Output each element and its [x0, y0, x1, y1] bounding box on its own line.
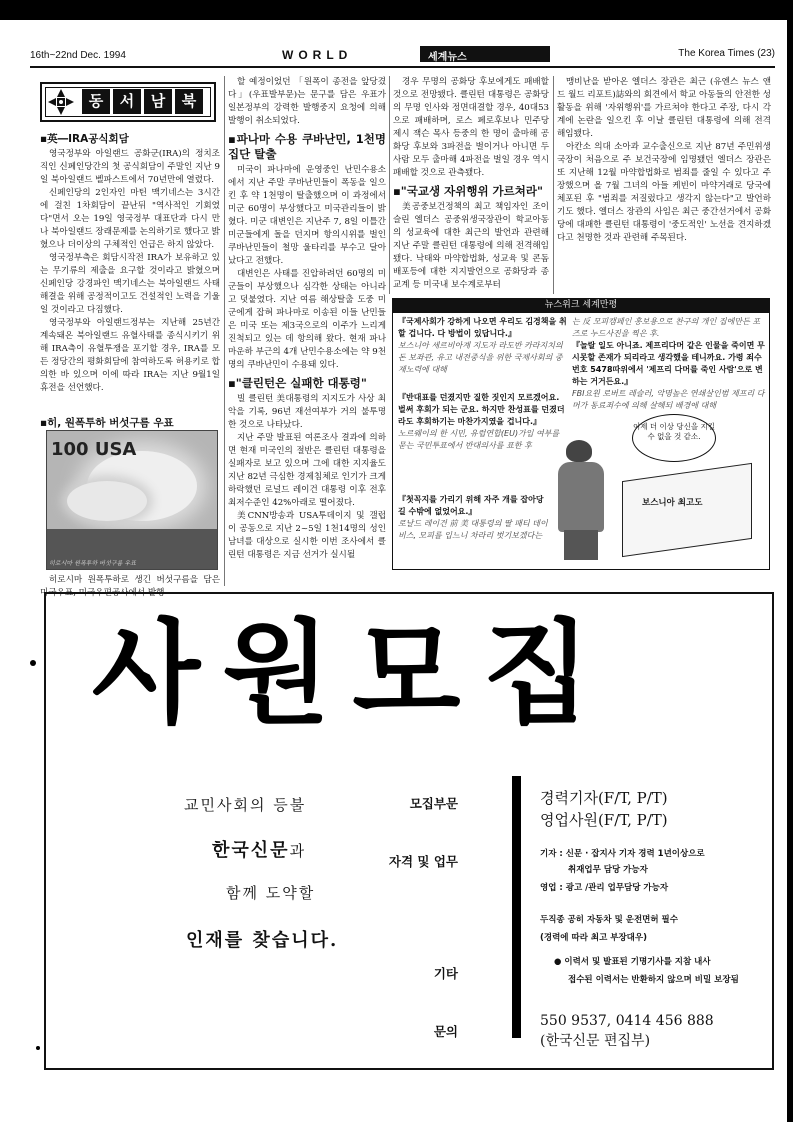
column-rule — [389, 76, 390, 294]
quote-text: 『놀랄 일도 아니죠. 제프리다머 같은 인물을 죽이면 무시못할 존재가 되리라고 생각했을 테니까요. 가령 죄수번호 5478따위에서 '제프리 다머를 죽인 사람'으로 변하는 거거든요.』 — [572, 341, 765, 386]
soldier-body — [558, 462, 604, 532]
logo-char-west: 서 — [113, 89, 141, 114]
section-title-ko: 세계뉴스 — [420, 46, 550, 62]
mushroom-cloud-base — [67, 481, 147, 521]
ad-slogan-2 — [212, 836, 306, 862]
scan-edge-top — [0, 0, 793, 20]
headline-cuban-refugees: ▪파나마 수용 쿠바난민, 1천명 집단 탈출 — [228, 132, 386, 161]
position-2: 영업사원(F/T, P/T) — [540, 811, 668, 829]
column-2 — [228, 76, 386, 586]
quote-2 — [398, 392, 568, 452]
article-paragraph: 할 예정이었던 「원폭이 종전을 앞당겼다」(우표발부문)는 문구를 담은 우표가 일본정부의 강력한 발행중지 요청에 의해 발행이 취소되었다. — [228, 77, 386, 126]
article-paragraph: 대변인은 사태를 진압하려던 60명의 미군들이 부상했으나 심각한 상태는 아니라고 덧붙였다. 지난 여름 해상탈출 도중 미군에게 잡혀 파나마로 이송된 이들 난민들은 미국 또는 제3국으로의 이주가 느리게 진척되고 있는 데 항의해 왔다. 현재 파나마운하 부근의 4개 난민수용소에는 약 9천명의 쿠바난민이 수용돼 있다. — [228, 269, 386, 370]
ad-paper-name: 한국신문 — [212, 840, 290, 861]
quote-text: 『국제사회가 강하게 나오면 우리도 김경책을 취할 겁니다. 다 방법이 있답니다.』 — [398, 317, 567, 338]
label-positions: 모집부문 — [409, 796, 458, 811]
headline-clinton: ▪"클린턴은 실패한 대통령" — [228, 376, 367, 390]
logo-char-north: 북 — [175, 89, 203, 114]
crate-drawing — [622, 463, 752, 557]
article-paragraph: 아칸소 의대 소아과 교수출신으로 지난 87년 주민위생국장이 처음으로 주 보건국장에 임명됐던 엘더스 장관은 또 지난해 12월 마약합법화로 범죄를 줄일 수 있다고 주장했으며 올 7월 그녀의 아들 케빈이 마약거래로 당국에 체포된 후 "범죄를 저질렀다고 생각지 않는다"고 발언하기도 했다. 엘더스 장관의 사임은 최근 중간선거에서 공화당에 대패한 클린턴 대통령이 '중도적인' 노선을 견지하겠다고 천명한 것과 관련해 주목된다. — [557, 142, 771, 243]
column-1-heading-stamp — [40, 412, 220, 430]
article-paragraph: 美CNN방송과 USA투데이지 및 갤럽이 공동으로 지난 2~5일 1천14명의 성인 남녀를 대상으로 실시한 이번 조사에서 클린턴 대통령은 지금 선거가 실시될 — [228, 511, 386, 560]
article-paragraph: 지난 주말 발표된 여론조사 결과에 의하면 현재 미국인의 절반은 클린턴 대통령을 실패자로 보고 있으며 그에 대한 지지율도 지난 82년 극심한 경제침체로 인기가 크게 하락했던 로널드 레이건 대통령 이후 전후 최저수준인 42%아래로 떨어졌다. — [228, 433, 386, 508]
scan-edge-right — [787, 0, 793, 1122]
headline-stamp: ▪히, 원폭투하 버섯구름 우표 — [40, 417, 174, 429]
scan-speck — [36, 1046, 40, 1050]
political-cartoon — [552, 410, 758, 560]
header-rule — [30, 66, 775, 68]
column-3 — [393, 76, 549, 294]
quote-source: 보스니아 세르비아계 지도자 라도반 카라지치의 돈 보좌관, 유고 내전중식을 위한 국제사회의 중재노력에 대해 — [398, 341, 563, 374]
column-1-top — [40, 128, 220, 428]
section-title-en: WORLD — [282, 48, 353, 62]
quote-text: 『첫꼭지를 가리기 위해 자주 개를 잡아당길 수밖에 없었어요.』 — [398, 495, 544, 516]
label-etc: 기타 — [433, 966, 458, 981]
paper-name: The Korea Times (23) — [678, 48, 775, 59]
etc-line: ● 이력서 및 발표된 기명기사를 지참 내사 — [554, 957, 711, 967]
crate-label: 보스니아 최고도 — [642, 498, 703, 508]
quote-4 — [572, 316, 766, 412]
article-paragraph: 신페인당의 2인자인 마틴 맥기네스는 3시간에 걸친 1차회담이 끝난뒤 "역사적인 기회였다"면서 오는 19일 영국정부 대표단과 다시 만나 북아일랜드 장래문제를 논의하기로 했다고 밝혔으나 더이상의 구체적인 언급은 하지 않았다. — [40, 188, 220, 250]
label-contact: 문의 — [433, 1024, 458, 1039]
qualification-line: 취재업무 담당 가능자 — [568, 865, 648, 875]
qualification-line: 두직종 공히 자동차 및 운전면허 필수 — [540, 915, 678, 925]
quote-text: 『반대표를 던졌지만 질한 짓인지 모르겠어요. 벌써 후회가 되는 군요. 하지만 찬성표를 던졌더라도 후회하기는 마찬가지였을 겁니다.』 — [398, 393, 565, 426]
newsweek-header: 뉴스위크 세계만평 — [392, 298, 770, 312]
article-paragraph: 美공중보건정책의 최고 책임자인 조이슬린 엘더스 공중위생국장관이 학교아동의 성교육에 대한 최근의 발언과 관련해 지난 주말 클린턴 대통령에 의해 전격해임됐다. 낙태와 마약합법화, 성교육 및 콘돔 배포등에 대한 지지발언으로 공화당과 종교계 등 미국내 보수계로부터 — [393, 202, 549, 290]
ad-slogan-3: 함께 도약할 — [226, 884, 316, 902]
etc-line: 접수된 이력서는 반환하지 않으며 비밀 보장됨 — [568, 975, 739, 985]
stamp-value-text: 100 USA — [51, 439, 137, 460]
article-paragraph: 영국정부측은 회담시작전 IRA가 보유하고 있는 무기류의 제출을 요구할 것이라고 밝혔으며 신페인당 강경파인 맥기네스는 북아일랜드 사태 해결을 위해 공정적이고도 건설적인 노력을 기울일 것이라고 다짐했다. — [40, 253, 220, 315]
headline-ira-talks: ▪英―IRA공식회담 — [40, 133, 129, 145]
soldier-helmet — [566, 440, 592, 462]
contact-dept: (한국신문 편집부) — [540, 1033, 651, 1049]
article-paragraph: 영국정부와 아일랜드정부는 지난해 25년간 계속돼온 북아일랜드 유혈사태를 종식시키기 위해 IRA측이 유혈투쟁을 포기할 경우, IRA를 모든 정당간의 평화회담에 참여하도록 허용키로 합의한 바 있으며 이에 따라 IRA는 지난 9월1일 휴전을 선언했다. — [40, 318, 220, 393]
ad-slogan-1: 교민사회의 등불 — [184, 796, 307, 814]
issue-date: 16th~22nd Dec. 1994 — [30, 50, 126, 61]
contact-phone: 550 9537, 0414 456 888 — [540, 1013, 714, 1029]
quote-source: 노르웨이의 한 시민, 유럽연합(EU)가입 여부를 묻는 국민투표에서 반대의사를 표한 후 — [398, 429, 560, 450]
compass-arrows-icon — [47, 88, 75, 116]
soldier-legs — [564, 530, 598, 560]
ad-vertical-bar — [512, 776, 521, 1038]
article-paragraph: 영국정부와 아일랜드 공화군(IRA)의 정치조직인 신페인당간의 첫 공식회담이 주말인 지난 9일 북아일랜드 벨파스트에서 70년만에 열렸다. — [40, 149, 220, 185]
logo-characters — [82, 89, 203, 114]
article-paragraph: 히로시마 원폭투하로 생긴 버섯구름을 담은 미국우표, 미국우편공사에서 발행 — [40, 575, 220, 598]
photo-caption: 히로시마 원폭투하 버섯구름 우표 — [49, 560, 136, 567]
column-rule — [224, 76, 225, 586]
headline-elders: ▪"국교생 자위행위 가르쳐라" — [393, 184, 543, 198]
recruitment-ad — [44, 592, 774, 1070]
column-rule — [553, 76, 554, 294]
quote-source: FBI요원 로버트 레슬러, 악명높은 연쇄살인범 제프리 다머가 동료죄수에 의해 살해되 배경에 대해 — [572, 389, 765, 410]
article-paragraph: 미국이 파나마에 운영중인 난민수용소에서 지난 주말 쿠바난민들이 폭동을 일으킨 후 약 1천명이 탈출했으며 이 과정에서 미군 60명이 부상했다고 미국관리들이 밝혔다. 미군 대변인은 지난주 7, 8일 이틀간 미군들에게 돌을 던지며 항의시위를 벌인 쿠바난민들이 철망 울타리를 부수고 달아났다고 전했다. — [228, 165, 386, 266]
quote-1 — [398, 316, 568, 376]
column-logo — [40, 82, 216, 122]
article-paragraph: 맹비난을 받아온 엘더스 장관은 최근 (유엔스 뉴스 앤드 월드 리포트)誌와의 회견에서 학교 아동들의 안전한 성활동을 위해 '자위행위'를 가르쳐야 한다고 주장, 다시 각계에 논란을 일으킨 후 이날 클린턴 대통령에 의해 전격 해임됐다. — [557, 77, 771, 139]
quote-source: 는 反 모피캠페인 홍보용으로 찬구의 개인 집에만든 포즈로 누드사진을 찍은 후. — [572, 317, 761, 338]
ad-title: 사원모집 — [92, 609, 613, 739]
stamp-photo — [46, 430, 218, 570]
article-paragraph: 빌 클린턴 美대통령의 지지도가 사상 최악을 기록, 96년 재선여부가 거의 불투명한 것으로 나타났다. — [228, 394, 386, 430]
position-1: 경력기자(F/T, P/T) — [540, 789, 668, 807]
qualification-line: 영업 : 광고 /관리 업무담당 가능자 — [540, 883, 669, 893]
page-header — [30, 44, 775, 66]
logo-char-south: 남 — [144, 89, 172, 114]
quote-3 — [398, 494, 548, 542]
qualification-line: (경력에 따라 최고 부장대우) — [540, 933, 647, 943]
article-paragraph: 경우 무명의 공화당 후보에게도 패배할 것으로 전망됐다. 클린턴 대통령은 공화당의 무명 인사와 정면대결할 경우, 40대53으로 패배하며, 로스 페로후보나 민주당 제시 잭슨 목사 등중의 한 명이 출마해 공화당 후보와 3파전을 벌이거나 아니면 두사람 모두 출마해 4파전을 벌일 경우 역시 패배할 것으로 관측됐다. — [393, 77, 549, 178]
qualification-line: 기자 : 신문 · 잡지사 기자 경력 1년이상으로 — [540, 849, 705, 859]
logo-char-east: 동 — [82, 89, 110, 114]
ad-slogan-4: 인재를 찾습니다. — [186, 930, 339, 951]
column-4 — [557, 76, 771, 294]
scan-speck — [30, 660, 36, 666]
label-qualifications: 자격 및 업무 — [388, 854, 458, 869]
speech-bubble: 이제 더 이상 당신을 지킬 수 없을 것 같소. — [632, 414, 716, 462]
quote-source: 로날드 레이건 前 美 대통령의 딸 패티 데이비스, 모피를 입느니 차라리 벗기보겠다는 — [398, 519, 548, 540]
ad-particle: 과 — [289, 842, 307, 860]
